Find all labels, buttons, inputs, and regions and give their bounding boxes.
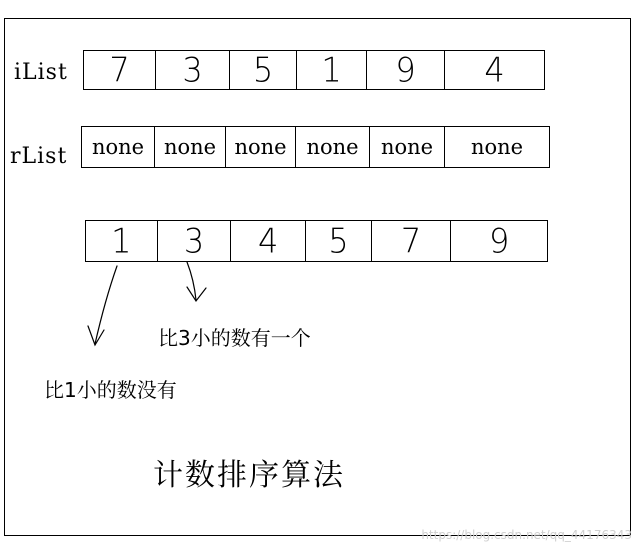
- arrowhead-three: [187, 287, 206, 301]
- annotation-one: 比1小的数没有: [44, 378, 177, 402]
- rlist-cell: none: [82, 127, 155, 167]
- rlist-cell: none: [296, 127, 370, 167]
- annotation-three: 比3小的数有一个: [158, 326, 311, 350]
- rlist-cell: none: [470, 135, 524, 159]
- ilist-cell: 7: [84, 50, 156, 90]
- arrow-to-one: [95, 266, 117, 344]
- ilist-cell: 5: [230, 50, 297, 90]
- rlist-cell: none: [226, 127, 296, 167]
- sorted-cell: 9: [489, 221, 510, 261]
- sorted-cell: 4: [231, 220, 306, 262]
- sorted-cell: 1: [86, 220, 158, 262]
- diagram-title: 计数排序算法: [153, 458, 345, 493]
- ilist-cell: 4: [484, 50, 505, 90]
- rlist-label: rList: [10, 144, 68, 169]
- ilist-label: iList: [14, 60, 68, 85]
- watermark: https://blog.csdn.net/qq_44176343: [421, 528, 632, 542]
- ilist-cell: 9: [367, 50, 445, 90]
- ilist-cell: 3: [156, 50, 230, 90]
- ilist-cell: 1: [297, 50, 367, 90]
- sorted-cell: 3: [158, 220, 232, 262]
- sorted-cell: 5: [306, 220, 372, 262]
- sorted-cell: 7: [372, 220, 452, 262]
- rlist-cell: none: [155, 127, 226, 167]
- rlist-cell: none: [370, 127, 445, 167]
